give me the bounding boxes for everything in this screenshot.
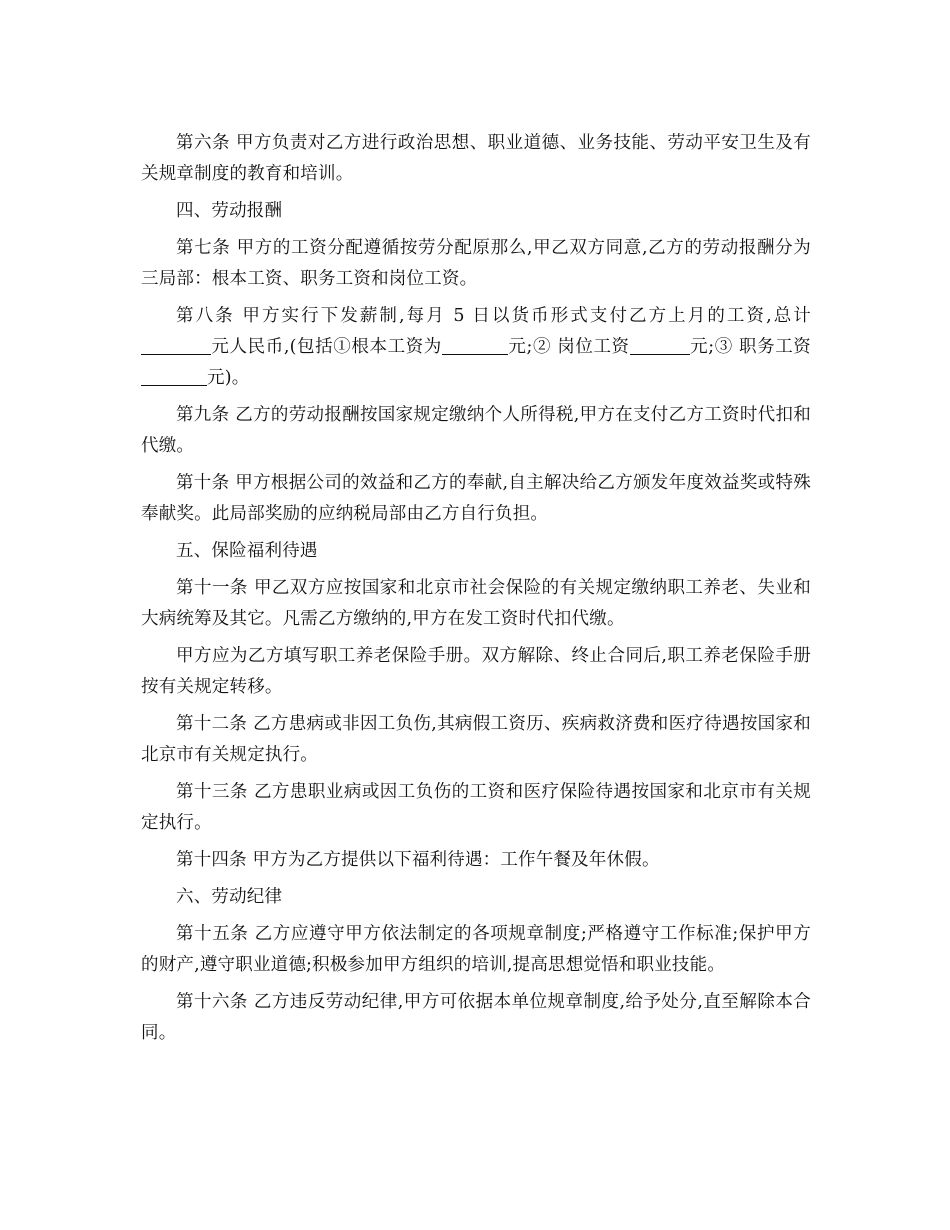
blank-basic-salary (442, 335, 508, 354)
document-body (141, 128, 811, 1055)
article-8 (141, 301, 811, 394)
article-10: 第十条 甲方根据公司的效益和乙方的奉献,自主解决给乙方颁发年度效益奖或特殊奉献奖。此局部奖励的应纳税局部由乙方自行负担。 (141, 473, 811, 524)
article-8-text-5: 元)。 (207, 368, 250, 388)
article-8-text-1: 第八条 甲方实行下发薪制,每月 5 日以货币形式支付乙方上月的工资,总计 (176, 306, 811, 326)
section-heading-remuneration: 四、劳动报酬 (176, 201, 283, 221)
article-8-text-4: 元;③ 职务工资 (689, 337, 812, 357)
article-11-continued: 甲方应为乙方填写职工养老保险手册。双方解除、终止合同后,职工养老保险手册按有关规定转移。 (141, 646, 811, 697)
blank-duty-salary (141, 366, 207, 385)
article-9: 第九条 乙方的劳动报酬按国家规定缴纳个人所得税,甲方在支付乙方工资时代扣和代缴。 (141, 405, 811, 456)
article-11: 第十一条 甲乙双方应按国家和北京市社会保险的有关规定缴纳职工养老、失业和大病统筹及其它。凡需乙方缴纳的,甲方在发工资时代扣代缴。 (141, 578, 811, 629)
article-8-text-3: 元;② 岗位工资 (507, 337, 630, 357)
article-13: 第十三条 乙方患职业病或因工负伤的工资和医疗保险待遇按国家和北京市有关规定执行。 (141, 782, 811, 833)
article-12: 第十二条 乙方患病或非因工负伤,其病假工资历、疾病救济费和医疗待遇按国家和北京市有关规定执行。 (141, 714, 811, 765)
blank-position-salary (630, 335, 690, 354)
article-6: 第六条 甲方负责对乙方进行政治思想、职业道德、业务技能、劳动平安卫生及有关规章制度的教育和培训。 (141, 133, 811, 184)
article-15: 第十五条 乙方应遵守甲方依法制定的各项规章制度;严格遵守工作标准;保护甲方的财产,遵守职业道德;积极参加甲方组织的培训,提高思想觉悟和职业技能。 (141, 924, 811, 975)
article-16: 第十六条 乙方违反劳动纪律,甲方可依据本单位规章制度,给予处分,直至解除本合同。 (141, 992, 811, 1043)
article-7: 第七条 甲方的工资分配遵循按劳分配原那么,甲乙双方同意,乙方的劳动报酬分为三局部：根本工资、职务工资和岗位工资。 (141, 238, 811, 289)
section-heading-insurance: 五、保险福利待遇 (176, 541, 318, 561)
blank-total-salary (141, 335, 211, 354)
section-heading-discipline: 六、劳动纪律 (176, 887, 283, 907)
article-8-text-2: 元人民币,(包括①根本工资为 (211, 337, 442, 357)
article-14: 第十四条 甲方为乙方提供以下福利待遇：工作午餐及年休假。 (176, 850, 660, 870)
